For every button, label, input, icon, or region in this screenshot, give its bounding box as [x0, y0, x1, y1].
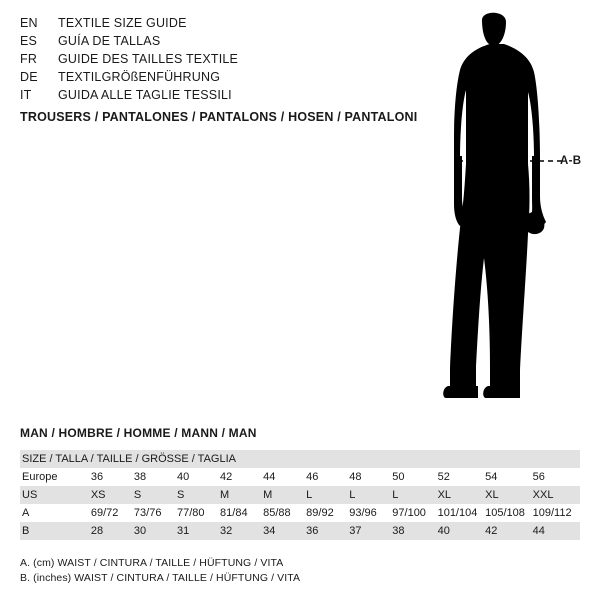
- cell-europe-2: 40: [176, 471, 190, 483]
- cell-us-8: XL: [437, 489, 452, 501]
- cell-europe-5: 46: [306, 471, 319, 483]
- row-label-us: US: [22, 489, 38, 501]
- language-row-en: [20, 14, 380, 32]
- cell-us-1: S: [133, 489, 142, 501]
- cell-b-8: 40: [437, 525, 450, 537]
- language-row-fr: [20, 50, 380, 68]
- cell-a-9: 105/108: [485, 507, 525, 519]
- cell-b-5: 36: [306, 525, 319, 537]
- size-header-label: SIZE / TALLA / TAILLE / GRÖSSE / TAGLIA: [22, 453, 236, 465]
- cell-a-0: 69/72: [90, 507, 119, 519]
- language-row-de: [20, 68, 380, 86]
- cell-us-7: L: [392, 489, 399, 501]
- language-list: [20, 14, 380, 104]
- language-code-fr: FR: [20, 52, 38, 66]
- cell-europe-4: 44: [263, 471, 276, 483]
- cell-europe-6: 48: [349, 471, 362, 483]
- cell-b-9: 42: [485, 525, 498, 537]
- language-row-es: [20, 32, 380, 50]
- footnote-a: A. (cm) WAIST / CINTURA / TAILLE / HÜFTUNG / VITA: [20, 557, 284, 569]
- cell-europe-9: 54: [485, 471, 498, 483]
- cell-b-3: 32: [220, 525, 233, 537]
- cell-europe-0: 36: [90, 471, 104, 483]
- language-text-es: GUÍA DE TALLAS: [58, 34, 161, 48]
- cell-a-5: 89/92: [306, 507, 334, 519]
- language-code-es: ES: [20, 34, 38, 48]
- cell-b-10: 44: [532, 525, 545, 537]
- language-code-en: EN: [20, 16, 38, 30]
- cell-b-7: 38: [392, 525, 405, 537]
- language-code-it: IT: [20, 88, 32, 102]
- table-row-europe: [20, 468, 580, 486]
- size-table: [20, 450, 580, 540]
- cell-us-0: XS: [90, 489, 106, 501]
- cell-a-10: 109/112: [532, 507, 572, 519]
- cell-us-6: L: [349, 489, 356, 501]
- footnote-b: B. (inches) WAIST / CINTURA / TAILLE / HÜFTUNG / VITA: [20, 572, 301, 584]
- cell-b-0: 28: [90, 525, 104, 537]
- table-row-size-header: [20, 450, 580, 468]
- cell-europe-10: 56: [532, 471, 545, 483]
- table-row-us: [20, 486, 580, 504]
- row-label-a: A: [22, 507, 30, 519]
- cell-b-1: 30: [133, 525, 147, 537]
- cell-b-4: 34: [263, 525, 276, 537]
- cell-a-2: 77/80: [176, 507, 205, 519]
- cell-a-8: 101/104: [437, 507, 478, 519]
- cell-europe-1: 38: [133, 471, 147, 483]
- cell-us-4: M: [263, 489, 273, 501]
- cell-b-6: 37: [349, 525, 362, 537]
- table-row-a: [20, 504, 580, 522]
- cell-us-3: M: [220, 489, 230, 501]
- cell-a-4: 85/88: [263, 507, 291, 519]
- footnotes: [20, 556, 300, 586]
- cell-a-1: 73/76: [133, 507, 162, 519]
- cell-us-9: XL: [485, 489, 499, 501]
- measurement-label-ab: A-B: [560, 155, 582, 167]
- cell-us-2: S: [176, 489, 185, 501]
- table-group-title: MAN / HOMBRE / HOMME / MANN / MAN: [20, 426, 257, 440]
- cell-us-5: L: [306, 489, 313, 501]
- cell-us-10: XXL: [532, 489, 554, 501]
- language-code-de: DE: [20, 70, 38, 84]
- language-text-fr: GUIDE DES TAILLES TEXTILE: [58, 52, 239, 66]
- section-title: TROUSERS / PANTALONES / PANTALONS / HOSEN / PANTALONI: [20, 110, 418, 124]
- language-text-de: TEXTILGRÖßENFÜHRUNG: [58, 70, 221, 84]
- cell-a-6: 93/96: [349, 507, 377, 519]
- row-label-b: B: [22, 525, 30, 537]
- cell-europe-8: 52: [437, 471, 450, 483]
- cell-a-7: 97/100: [392, 507, 426, 519]
- cell-a-3: 81/84: [220, 507, 248, 519]
- table-row-b: [20, 522, 580, 540]
- trousers-silhouette-figure: [420, 8, 590, 408]
- row-label-europe: Europe: [22, 471, 58, 483]
- language-row-it: [20, 86, 380, 104]
- language-text-en: TEXTILE SIZE GUIDE: [58, 16, 187, 30]
- cell-europe-7: 50: [392, 471, 405, 483]
- cell-europe-3: 42: [220, 471, 233, 483]
- cell-b-2: 31: [176, 525, 190, 537]
- language-text-it: GUIDA ALLE TAGLIE TESSILI: [58, 88, 232, 102]
